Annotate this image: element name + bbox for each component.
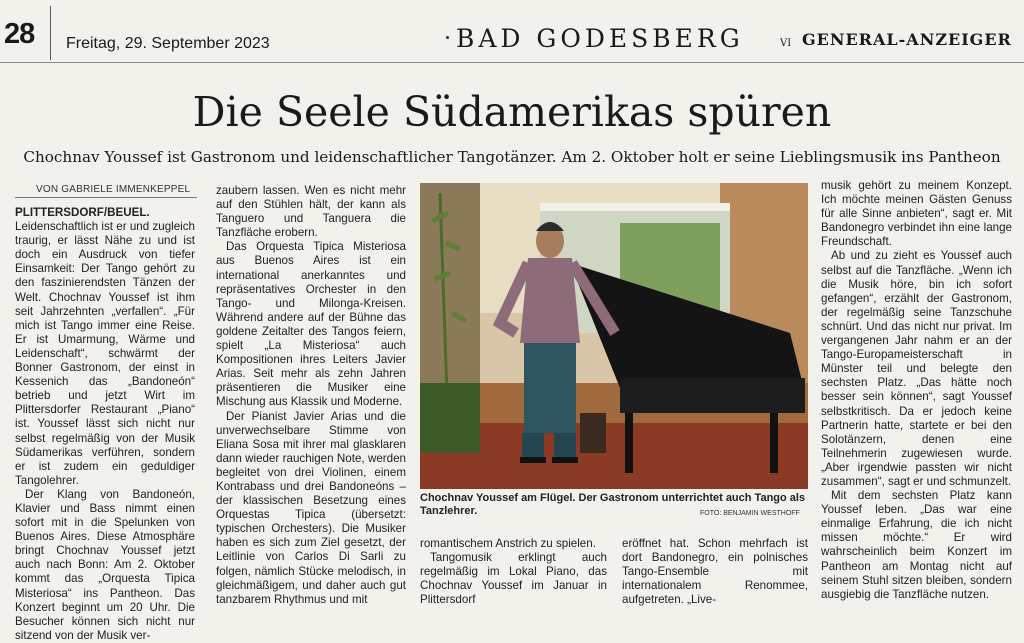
article-photo xyxy=(420,183,808,489)
photo-piano-scene xyxy=(420,183,808,489)
issue-date: Freitag, 29. September 2023 xyxy=(66,35,270,52)
photo-caption: Chochnav Youssef am Flügel. Der Gastronom unterrichtet auch Tango als Tanzlehrer. xyxy=(420,492,806,517)
masthead-rule xyxy=(0,62,1024,63)
paragraph: Tangomusik erklingt auch regelmäßig im Lokal Piano, das Chochnav Youssef im Januar in Plittersdorf xyxy=(420,551,607,607)
section-title: BAD GODESBERG xyxy=(456,24,744,53)
article-column-3 xyxy=(420,537,607,607)
paragraph: romantischem Anstrich zu spielen. xyxy=(420,537,596,550)
paragraph: Der Klang von Bandoneón, Klavier und Bass nimmt einen sofort mit in die Spelunken von Buenos Aires. Diese Atmosphäre bringt Chochnav Youssef jetzt auch nach Bonn: Am 2. Oktober kommt das „Orquesta Tipica Misteriosa“ ins Pantheon. Das Konzert beginnt um 20 Uhr. Die Besucher können sich nicht nur sitzend von der Musik ver- xyxy=(15,487,195,642)
photo-credit: FOTO: BENJAMIN WESTHOFF xyxy=(700,510,800,517)
paragraph: zaubern lassen. Wen es nicht mehr auf den Stühlen hält, der kann als Tanguero und Tanguera die Tanzfläche erobern. xyxy=(216,184,406,240)
paragraph: Der Pianist Javier Arias und die unverwechselbare Stimme von Eliana Sosa mit ihrer mal glasklaren dann wieder rauchigen Note, werden begleitet von drei Violinen, einem Kontrabass und drei Bandoneóns – der klassischen Besetzung eines Orquestas Tipica (übersetzt: typischen Orchesters). Die Musiker haben es sich zum Ziel gesetzt, der Leitlinie von Carlos Di Sarli zu folgen, nämlich Stücke melodisch, in gleichmäßigem, und daher auch gut tanzbarem Rhythmus und mit xyxy=(216,409,406,606)
paragraph: musik gehört zu meinem Konzept. Ich möchte meinen Gästen Genuss für alle Sinne anbieten“, sagt er. Mit Bandonegro verbindet ihn eine lange Freundschaft. xyxy=(821,179,1012,249)
article-column-4 xyxy=(622,537,808,607)
masthead-divider xyxy=(50,6,51,60)
paragraph-text: Leidenschaftlich ist er und zugleich traurig, er lässt Nähe zu und ist doch ein Ausdruck von tiefer Einsamkeit: Der Tango gehört zu den faszinierendsten Tänzen der Welt. Chochnav Youssef ist ihm seit Jahrzehnten „verfallen“. „Für mich ist Tango immer eine Reise. Er ist Umarmung, Wärme und Leidenschaft“, schwärmt der Bonner Gastronom, der einst in Kessenich das „Bandoneón“ betrieb und jetzt Wirt im Plittersdorfer Restaurant „Piano“ ist. Youssef lässt sich nicht nur selbst regelmäßig von der Musik Südamerikas verführen, sondern er ist zudem ein geduldiger Tangolehrer. xyxy=(15,220,195,487)
article-column-5 xyxy=(821,179,1012,602)
article-subheadline: Chochnav Youssef ist Gastronom und leidenschaftlicher Tangotänzer. Am 2. Oktober holt er seine Lieblingsmusik ins Pantheon xyxy=(23,148,1001,166)
paragraph: Das Orquesta Tipica Misteriosa aus Buenos Aires ist ein international anerkanntes und repräsentatives Orchester in den Tango- und Milonga-Kreisen. Während andere auf der Bühne das goldene Zeitalter des Tangos feiern, spielt „La Misteriosa“ auch Kompositionen ihres Leiters Javier Arias. Seit mehr als zehn Jahren präsentieren die Musiker eine Mischung aus Klassik und Moderne. xyxy=(216,240,406,409)
byline-rule xyxy=(15,197,197,198)
masthead-dot xyxy=(446,36,449,39)
byline: VON GABRIELE IMMENKEPPEL xyxy=(36,184,191,195)
article-column-2 xyxy=(216,184,406,607)
article-headline: Die Seele Südamerikas spüren xyxy=(192,88,832,136)
paragraph: Mit dem sechsten Platz kann Youssef leben. „Das war eine einmalige Erfahrung, die ich nicht missen möchte.“ Er wird wahrscheinlich beim Konzert im Pantheon am Montag nicht auf seinem Stuhl sitzen bleiben, sondern ausgiebig die Tanzfläche nutzen. xyxy=(821,489,1012,601)
page-number: 28 xyxy=(4,18,35,50)
paragraph: eröffnet hat. Schon mehrfach ist dort Bandonegro, ein polnisches Tango-Ensemble mit internationalem Renommee, aufgetreten. „Live- xyxy=(622,537,808,607)
edition-mark: VI xyxy=(780,38,792,49)
dateline: PLITTERSDORF/BEUEL. xyxy=(15,206,150,219)
paragraph: Ab und zu zieht es Youssef auch selbst auf die Tanzfläche. „Wenn ich die Musik höre, bin ich sofort gefangen“, erzählt der Gastronom, der regelmäßig seine Tanzschuhe schnürt. Und das nicht nur privat. Im vergangenen Jahr nahm er an der Tango-Europameisterschaft in Münster teil und belegte den sechsten Platz. „Das hätte noch besser sein können“, sagt Youssef selbstkritisch. Da er jedoch keine Partnerin hatte, startete er bei den Solotänzern, denen eine Teilnehmerin zugewiesen wurde. „Aber irgendwie passten wir nicht zusammen“, sagt er und schmunzelt. xyxy=(821,249,1012,488)
paragraph xyxy=(15,206,195,488)
article-column-1 xyxy=(15,206,195,643)
newspaper-name: GENERAL-ANZEIGER xyxy=(802,30,1012,49)
